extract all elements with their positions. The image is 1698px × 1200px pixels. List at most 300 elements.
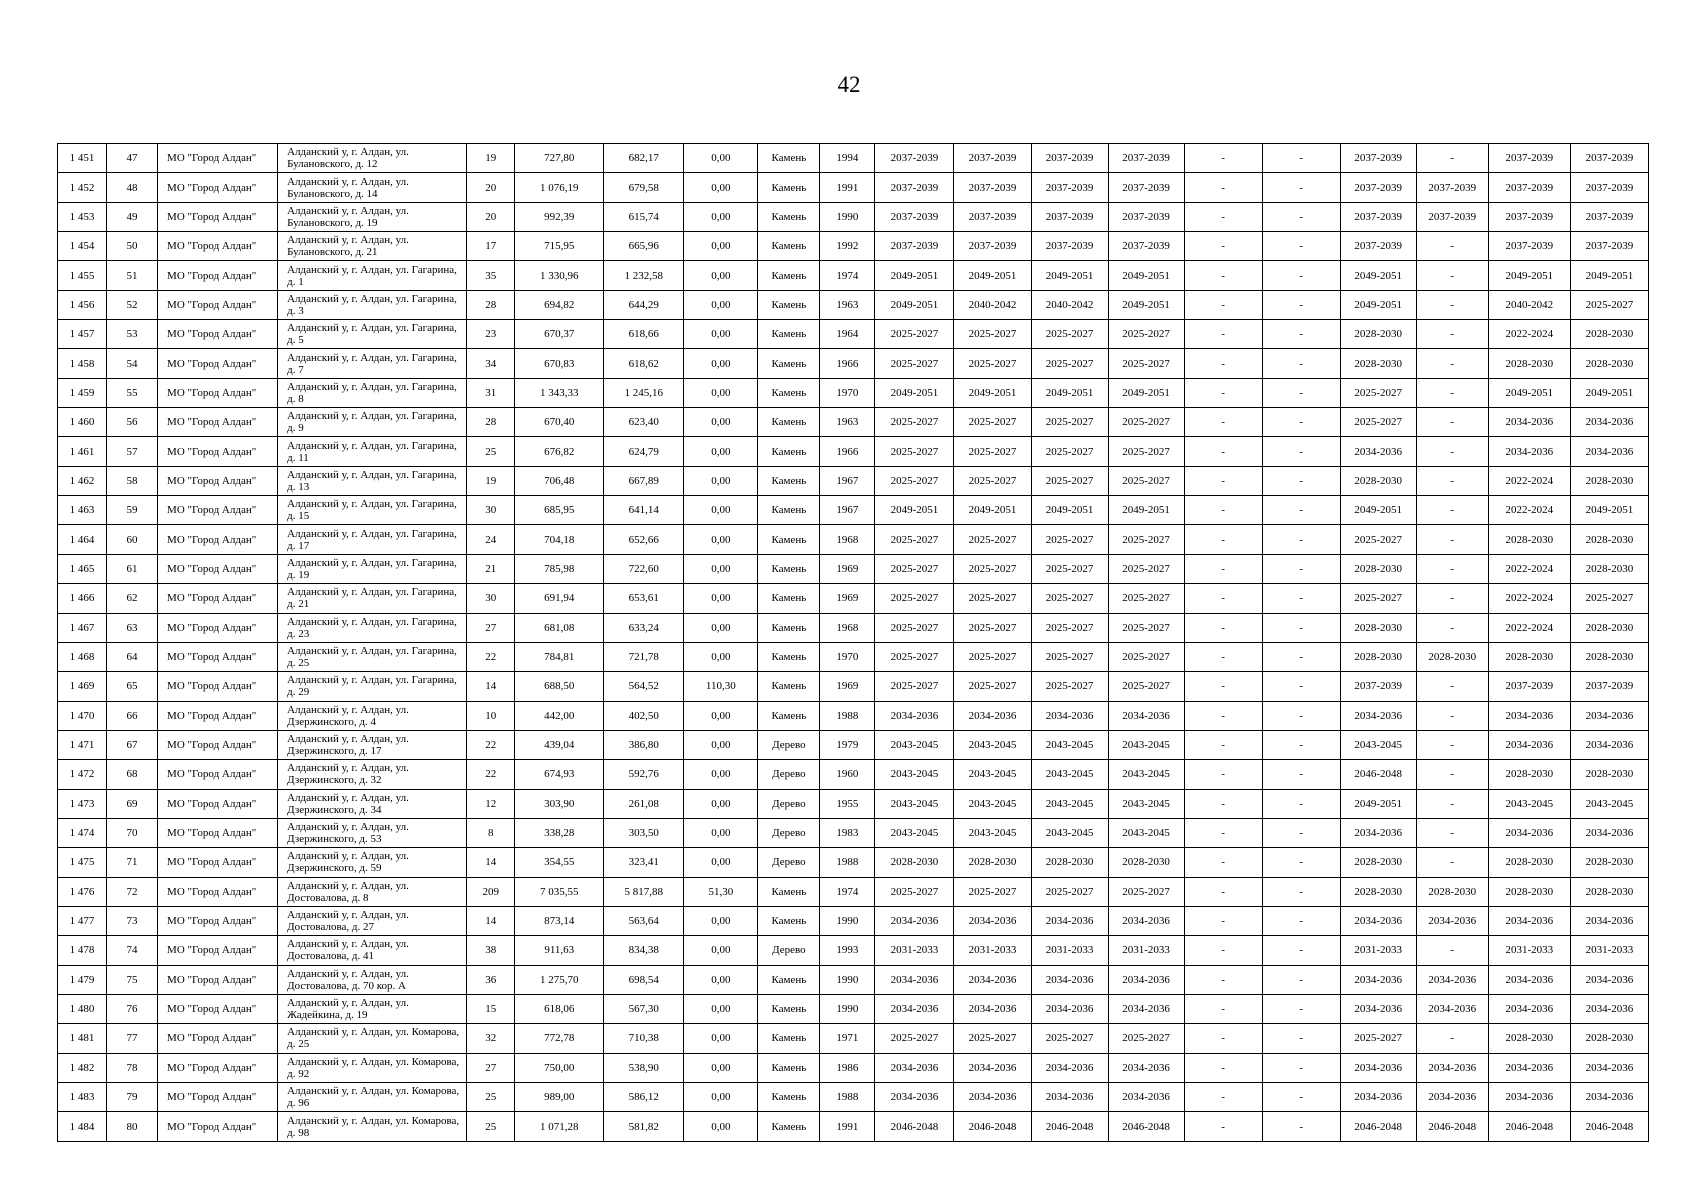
cell-period-7: 2046-2048 bbox=[1340, 760, 1416, 789]
cell-address: Алданский у, г. Алдан, ул. Гагарина, д. 5 bbox=[278, 320, 467, 349]
cell-wall-material: Камень bbox=[758, 672, 820, 701]
cell-municipality: МО "Город Алдан" bbox=[158, 378, 278, 407]
cell-local-number: 70 bbox=[107, 818, 158, 847]
cell-period-2: 2025-2027 bbox=[954, 408, 1031, 437]
cell-period-1: 2025-2027 bbox=[875, 320, 954, 349]
cell-year-built: 1988 bbox=[820, 701, 875, 730]
cell-period-9: 2028-2030 bbox=[1488, 525, 1570, 554]
cell-period-3: 2037-2039 bbox=[1031, 232, 1108, 261]
cell-local-number: 68 bbox=[107, 760, 158, 789]
cell-period-8: 2034-2036 bbox=[1416, 965, 1488, 994]
cell-residents: 14 bbox=[467, 672, 515, 701]
cell-living-area: 1 245,16 bbox=[604, 378, 684, 407]
cell-period-1: 2025-2027 bbox=[875, 877, 954, 906]
cell-local-number: 53 bbox=[107, 320, 158, 349]
cell-period-7: 2034-2036 bbox=[1340, 701, 1416, 730]
cell-non-residential-area: 0,00 bbox=[684, 818, 758, 847]
cell-period-2: 2043-2045 bbox=[954, 818, 1031, 847]
cell-year-built: 1983 bbox=[820, 818, 875, 847]
cell-period-6: - bbox=[1262, 584, 1340, 613]
cell-total-area: 670,83 bbox=[515, 349, 604, 378]
cell-non-residential-area: 0,00 bbox=[684, 320, 758, 349]
cell-year-built: 1990 bbox=[820, 965, 875, 994]
table-row bbox=[58, 496, 1649, 525]
cell-period-7: 2028-2030 bbox=[1340, 877, 1416, 906]
cell-period-6: - bbox=[1262, 437, 1340, 466]
cell-period-6: - bbox=[1262, 408, 1340, 437]
cell-period-4: 2037-2039 bbox=[1108, 202, 1184, 231]
cell-living-area: 386,80 bbox=[604, 730, 684, 759]
cell-wall-material: Камень bbox=[758, 554, 820, 583]
cell-period-10: 2028-2030 bbox=[1570, 466, 1648, 495]
cell-total-area: 439,04 bbox=[515, 730, 604, 759]
cell-total-area: 706,48 bbox=[515, 466, 604, 495]
cell-period-8: - bbox=[1416, 818, 1488, 847]
cell-period-6: - bbox=[1262, 1053, 1340, 1082]
cell-period-1: 2034-2036 bbox=[875, 1083, 954, 1112]
cell-municipality: МО "Город Алдан" bbox=[158, 789, 278, 818]
cell-total-area: 772,78 bbox=[515, 1024, 604, 1053]
cell-non-residential-area: 0,00 bbox=[684, 173, 758, 202]
cell-residents: 31 bbox=[467, 378, 515, 407]
cell-period-5: - bbox=[1184, 290, 1262, 319]
cell-period-9: 2034-2036 bbox=[1488, 906, 1570, 935]
cell-period-2: 2043-2045 bbox=[954, 789, 1031, 818]
cell-period-4: 2025-2027 bbox=[1108, 613, 1184, 642]
cell-period-5: - bbox=[1184, 818, 1262, 847]
cell-living-area: 586,12 bbox=[604, 1083, 684, 1112]
cell-period-3: 2028-2030 bbox=[1031, 848, 1108, 877]
cell-period-8: - bbox=[1416, 584, 1488, 613]
table-row bbox=[58, 1024, 1649, 1053]
cell-period-3: 2043-2045 bbox=[1031, 789, 1108, 818]
cell-period-7: 2049-2051 bbox=[1340, 789, 1416, 818]
cell-period-1: 2043-2045 bbox=[875, 789, 954, 818]
cell-period-6: - bbox=[1262, 760, 1340, 789]
cell-non-residential-area: 0,00 bbox=[684, 906, 758, 935]
cell-period-7: 2037-2039 bbox=[1340, 173, 1416, 202]
table-row bbox=[58, 906, 1649, 935]
cell-year-built: 1964 bbox=[820, 320, 875, 349]
cell-municipality: МО "Город Алдан" bbox=[158, 672, 278, 701]
cell-period-6: - bbox=[1262, 965, 1340, 994]
cell-period-5: - bbox=[1184, 349, 1262, 378]
page-number: 42 bbox=[837, 72, 861, 97]
cell-period-9: 2028-2030 bbox=[1488, 877, 1570, 906]
cell-period-7: 2034-2036 bbox=[1340, 1053, 1416, 1082]
cell-municipality: МО "Город Алдан" bbox=[158, 760, 278, 789]
cell-year-built: 1969 bbox=[820, 584, 875, 613]
cell-period-10: 2034-2036 bbox=[1570, 437, 1648, 466]
cell-period-3: 2034-2036 bbox=[1031, 701, 1108, 730]
cell-local-number: 59 bbox=[107, 496, 158, 525]
cell-wall-material: Камень bbox=[758, 349, 820, 378]
cell-row-number: 1 479 bbox=[58, 965, 107, 994]
cell-address: Алданский у, г. Алдан, ул. Гагарина, д. 25 bbox=[278, 642, 467, 671]
cell-period-10: 2028-2030 bbox=[1570, 642, 1648, 671]
cell-living-area: 618,62 bbox=[604, 349, 684, 378]
cell-non-residential-area: 0,00 bbox=[684, 202, 758, 231]
cell-period-5: - bbox=[1184, 994, 1262, 1023]
cell-period-8: - bbox=[1416, 1024, 1488, 1053]
cell-wall-material: Камень bbox=[758, 965, 820, 994]
cell-total-area: 442,00 bbox=[515, 701, 604, 730]
cell-period-10: 2046-2048 bbox=[1570, 1112, 1648, 1142]
cell-period-8: - bbox=[1416, 144, 1488, 173]
cell-period-9: 2034-2036 bbox=[1488, 994, 1570, 1023]
cell-non-residential-area: 0,00 bbox=[684, 642, 758, 671]
cell-period-8: - bbox=[1416, 936, 1488, 965]
cell-period-7: 2049-2051 bbox=[1340, 496, 1416, 525]
cell-living-area: 682,17 bbox=[604, 144, 684, 173]
cell-period-6: - bbox=[1262, 554, 1340, 583]
cell-period-6: - bbox=[1262, 848, 1340, 877]
cell-non-residential-area: 0,00 bbox=[684, 701, 758, 730]
cell-address: Алданский у, г. Алдан, ул. Гагарина, д. 17 bbox=[278, 525, 467, 554]
cell-wall-material: Дерево bbox=[758, 848, 820, 877]
cell-period-3: 2049-2051 bbox=[1031, 378, 1108, 407]
cell-period-6: - bbox=[1262, 877, 1340, 906]
cell-living-area: 667,89 bbox=[604, 466, 684, 495]
cell-wall-material: Камень bbox=[758, 232, 820, 261]
cell-wall-material: Дерево bbox=[758, 789, 820, 818]
cell-residents: 19 bbox=[467, 144, 515, 173]
cell-address: Алданский у, г. Алдан, ул. Достовалова, д. 8 bbox=[278, 877, 467, 906]
cell-period-5: - bbox=[1184, 584, 1262, 613]
cell-period-6: - bbox=[1262, 349, 1340, 378]
cell-residents: 209 bbox=[467, 877, 515, 906]
cell-period-7: 2025-2027 bbox=[1340, 1024, 1416, 1053]
table-row bbox=[58, 437, 1649, 466]
cell-year-built: 1969 bbox=[820, 554, 875, 583]
cell-residents: 35 bbox=[467, 261, 515, 290]
cell-municipality: МО "Город Алдан" bbox=[158, 848, 278, 877]
cell-period-1: 2025-2027 bbox=[875, 584, 954, 613]
cell-period-7: 2049-2051 bbox=[1340, 261, 1416, 290]
cell-address: Алданский у, г. Алдан, ул. Гагарина, д. 7 bbox=[278, 349, 467, 378]
cell-year-built: 1967 bbox=[820, 496, 875, 525]
cell-living-area: 722,60 bbox=[604, 554, 684, 583]
cell-period-2: 2034-2036 bbox=[954, 994, 1031, 1023]
cell-year-built: 1990 bbox=[820, 202, 875, 231]
cell-period-2: 2034-2036 bbox=[954, 1053, 1031, 1082]
cell-period-8: - bbox=[1416, 701, 1488, 730]
cell-period-9: 2034-2036 bbox=[1488, 1083, 1570, 1112]
cell-period-6: - bbox=[1262, 261, 1340, 290]
cell-total-area: 691,94 bbox=[515, 584, 604, 613]
cell-period-1: 2049-2051 bbox=[875, 261, 954, 290]
cell-period-10: 2034-2036 bbox=[1570, 1083, 1648, 1112]
cell-total-area: 704,18 bbox=[515, 525, 604, 554]
cell-total-area: 1 343,33 bbox=[515, 378, 604, 407]
cell-period-2: 2034-2036 bbox=[954, 906, 1031, 935]
cell-period-5: - bbox=[1184, 789, 1262, 818]
cell-period-3: 2037-2039 bbox=[1031, 173, 1108, 202]
cell-period-5: - bbox=[1184, 173, 1262, 202]
cell-residents: 22 bbox=[467, 760, 515, 789]
cell-total-area: 618,06 bbox=[515, 994, 604, 1023]
cell-period-10: 2034-2036 bbox=[1570, 818, 1648, 847]
cell-living-area: 1 232,58 bbox=[604, 261, 684, 290]
cell-period-2: 2049-2051 bbox=[954, 378, 1031, 407]
cell-period-9: 2037-2039 bbox=[1488, 173, 1570, 202]
cell-wall-material: Камень bbox=[758, 584, 820, 613]
cell-municipality: МО "Город Алдан" bbox=[158, 1112, 278, 1142]
cell-period-7: 2049-2051 bbox=[1340, 290, 1416, 319]
cell-non-residential-area: 0,00 bbox=[684, 613, 758, 642]
cell-period-5: - bbox=[1184, 466, 1262, 495]
cell-period-5: - bbox=[1184, 1083, 1262, 1112]
cell-year-built: 1966 bbox=[820, 437, 875, 466]
cell-address: Алданский у, г. Алдан, ул. Дзержинского, д. 17 bbox=[278, 730, 467, 759]
cell-period-10: 2034-2036 bbox=[1570, 965, 1648, 994]
cell-row-number: 1 474 bbox=[58, 818, 107, 847]
cell-period-7: 2031-2033 bbox=[1340, 936, 1416, 965]
cell-period-8: - bbox=[1416, 789, 1488, 818]
cell-municipality: МО "Город Алдан" bbox=[158, 173, 278, 202]
cell-row-number: 1 458 bbox=[58, 349, 107, 378]
cell-non-residential-area: 0,00 bbox=[684, 144, 758, 173]
cell-row-number: 1 463 bbox=[58, 496, 107, 525]
table-row bbox=[58, 994, 1649, 1023]
cell-year-built: 1967 bbox=[820, 466, 875, 495]
cell-period-4: 2043-2045 bbox=[1108, 789, 1184, 818]
cell-non-residential-area: 0,00 bbox=[684, 525, 758, 554]
cell-local-number: 54 bbox=[107, 349, 158, 378]
cell-local-number: 58 bbox=[107, 466, 158, 495]
cell-period-2: 2028-2030 bbox=[954, 848, 1031, 877]
cell-address: Алданский у, г. Алдан, ул. Достовалова, д. 41 bbox=[278, 936, 467, 965]
cell-period-1: 2028-2030 bbox=[875, 848, 954, 877]
cell-year-built: 1968 bbox=[820, 525, 875, 554]
cell-address: Алданский у, г. Алдан, ул. Жадейкина, д. 19 bbox=[278, 994, 467, 1023]
cell-living-area: 644,29 bbox=[604, 290, 684, 319]
cell-year-built: 1963 bbox=[820, 290, 875, 319]
cell-period-5: - bbox=[1184, 554, 1262, 583]
cell-period-4: 2034-2036 bbox=[1108, 965, 1184, 994]
cell-period-7: 2034-2036 bbox=[1340, 965, 1416, 994]
cell-non-residential-area: 0,00 bbox=[684, 1083, 758, 1112]
cell-total-area: 785,98 bbox=[515, 554, 604, 583]
cell-period-9: 2034-2036 bbox=[1488, 965, 1570, 994]
cell-period-9: 2034-2036 bbox=[1488, 408, 1570, 437]
cell-period-5: - bbox=[1184, 525, 1262, 554]
cell-living-area: 581,82 bbox=[604, 1112, 684, 1142]
cell-period-10: 2034-2036 bbox=[1570, 994, 1648, 1023]
cell-period-5: - bbox=[1184, 672, 1262, 701]
cell-period-5: - bbox=[1184, 144, 1262, 173]
cell-period-5: - bbox=[1184, 613, 1262, 642]
table-row bbox=[58, 261, 1649, 290]
cell-period-6: - bbox=[1262, 232, 1340, 261]
cell-period-9: 2022-2024 bbox=[1488, 466, 1570, 495]
table-row bbox=[58, 642, 1649, 671]
cell-period-2: 2046-2048 bbox=[954, 1112, 1031, 1142]
cell-non-residential-area: 0,00 bbox=[684, 349, 758, 378]
cell-period-2: 2043-2045 bbox=[954, 730, 1031, 759]
cell-total-area: 1 076,19 bbox=[515, 173, 604, 202]
cell-period-10: 2037-2039 bbox=[1570, 672, 1648, 701]
cell-period-9: 2022-2024 bbox=[1488, 496, 1570, 525]
cell-period-1: 2049-2051 bbox=[875, 496, 954, 525]
cell-municipality: МО "Город Алдан" bbox=[158, 1053, 278, 1082]
cell-municipality: МО "Город Алдан" bbox=[158, 349, 278, 378]
cell-row-number: 1 461 bbox=[58, 437, 107, 466]
cell-residents: 20 bbox=[467, 202, 515, 231]
cell-period-9: 2028-2030 bbox=[1488, 760, 1570, 789]
cell-period-10: 2028-2030 bbox=[1570, 525, 1648, 554]
cell-municipality: МО "Город Алдан" bbox=[158, 994, 278, 1023]
cell-local-number: 61 bbox=[107, 554, 158, 583]
cell-living-area: 633,24 bbox=[604, 613, 684, 642]
cell-period-3: 2025-2027 bbox=[1031, 877, 1108, 906]
cell-address: Алданский у, г. Алдан, ул. Достовалова, д. 70 кор. А bbox=[278, 965, 467, 994]
cell-municipality: МО "Город Алдан" bbox=[158, 554, 278, 583]
cell-wall-material: Камень bbox=[758, 1112, 820, 1142]
cell-local-number: 66 bbox=[107, 701, 158, 730]
cell-local-number: 47 bbox=[107, 144, 158, 173]
cell-municipality: МО "Город Алдан" bbox=[158, 437, 278, 466]
cell-living-area: 710,38 bbox=[604, 1024, 684, 1053]
cell-residents: 10 bbox=[467, 701, 515, 730]
cell-period-8: - bbox=[1416, 525, 1488, 554]
cell-period-1: 2049-2051 bbox=[875, 378, 954, 407]
cell-period-10: 2034-2036 bbox=[1570, 906, 1648, 935]
cell-wall-material: Камень bbox=[758, 906, 820, 935]
cell-year-built: 1986 bbox=[820, 1053, 875, 1082]
cell-period-2: 2025-2027 bbox=[954, 1024, 1031, 1053]
cell-year-built: 1991 bbox=[820, 173, 875, 202]
cell-period-9: 2034-2036 bbox=[1488, 730, 1570, 759]
cell-row-number: 1 472 bbox=[58, 760, 107, 789]
cell-period-7: 2028-2030 bbox=[1340, 320, 1416, 349]
cell-municipality: МО "Город Алдан" bbox=[158, 877, 278, 906]
cell-residents: 14 bbox=[467, 848, 515, 877]
cell-total-area: 727,80 bbox=[515, 144, 604, 173]
cell-local-number: 56 bbox=[107, 408, 158, 437]
cell-row-number: 1 464 bbox=[58, 525, 107, 554]
cell-municipality: МО "Город Алдан" bbox=[158, 232, 278, 261]
cell-period-3: 2043-2045 bbox=[1031, 760, 1108, 789]
cell-period-9: 2022-2024 bbox=[1488, 554, 1570, 583]
table-row bbox=[58, 1112, 1649, 1142]
cell-row-number: 1 454 bbox=[58, 232, 107, 261]
cell-residents: 23 bbox=[467, 320, 515, 349]
cell-period-2: 2034-2036 bbox=[954, 701, 1031, 730]
cell-period-5: - bbox=[1184, 730, 1262, 759]
cell-period-6: - bbox=[1262, 936, 1340, 965]
cell-municipality: МО "Город Алдан" bbox=[158, 290, 278, 319]
cell-period-9: 2028-2030 bbox=[1488, 642, 1570, 671]
table-row bbox=[58, 613, 1649, 642]
cell-address: Алданский у, г. Алдан, ул. Гагарина, д. 8 bbox=[278, 378, 467, 407]
cell-period-2: 2025-2027 bbox=[954, 525, 1031, 554]
cell-period-2: 2034-2036 bbox=[954, 965, 1031, 994]
cell-local-number: 78 bbox=[107, 1053, 158, 1082]
cell-year-built: 1971 bbox=[820, 1024, 875, 1053]
cell-period-5: - bbox=[1184, 642, 1262, 671]
table-row bbox=[58, 701, 1649, 730]
cell-period-3: 2046-2048 bbox=[1031, 1112, 1108, 1142]
cell-period-1: 2025-2027 bbox=[875, 1024, 954, 1053]
cell-period-10: 2028-2030 bbox=[1570, 848, 1648, 877]
cell-local-number: 73 bbox=[107, 906, 158, 935]
cell-residents: 30 bbox=[467, 584, 515, 613]
cell-local-number: 55 bbox=[107, 378, 158, 407]
cell-period-7: 2037-2039 bbox=[1340, 202, 1416, 231]
cell-period-6: - bbox=[1262, 1083, 1340, 1112]
cell-residents: 28 bbox=[467, 290, 515, 319]
cell-row-number: 1 470 bbox=[58, 701, 107, 730]
cell-wall-material: Камень bbox=[758, 290, 820, 319]
cell-living-area: 563,64 bbox=[604, 906, 684, 935]
table-row bbox=[58, 730, 1649, 759]
cell-period-9: 2037-2039 bbox=[1488, 232, 1570, 261]
cell-row-number: 1 459 bbox=[58, 378, 107, 407]
cell-period-7: 2037-2039 bbox=[1340, 232, 1416, 261]
cell-residents: 8 bbox=[467, 818, 515, 847]
cell-total-area: 670,37 bbox=[515, 320, 604, 349]
cell-living-area: 564,52 bbox=[604, 672, 684, 701]
table-body bbox=[58, 144, 1649, 1142]
cell-period-3: 2034-2036 bbox=[1031, 994, 1108, 1023]
cell-municipality: МО "Город Алдан" bbox=[158, 202, 278, 231]
cell-living-area: 652,66 bbox=[604, 525, 684, 554]
cell-non-residential-area: 0,00 bbox=[684, 584, 758, 613]
cell-local-number: 50 bbox=[107, 232, 158, 261]
cell-period-2: 2037-2039 bbox=[954, 173, 1031, 202]
cell-period-3: 2043-2045 bbox=[1031, 818, 1108, 847]
cell-period-9: 2046-2048 bbox=[1488, 1112, 1570, 1142]
cell-row-number: 1 484 bbox=[58, 1112, 107, 1142]
cell-period-2: 2034-2036 bbox=[954, 1083, 1031, 1112]
cell-year-built: 1970 bbox=[820, 642, 875, 671]
cell-period-2: 2025-2027 bbox=[954, 320, 1031, 349]
cell-period-10: 2034-2036 bbox=[1570, 1053, 1648, 1082]
cell-period-2: 2025-2027 bbox=[954, 349, 1031, 378]
cell-period-8: - bbox=[1416, 730, 1488, 759]
cell-period-3: 2049-2051 bbox=[1031, 261, 1108, 290]
cell-local-number: 64 bbox=[107, 642, 158, 671]
cell-period-10: 2034-2036 bbox=[1570, 730, 1648, 759]
cell-municipality: МО "Город Алдан" bbox=[158, 320, 278, 349]
table-row bbox=[58, 290, 1649, 319]
cell-period-3: 2043-2045 bbox=[1031, 730, 1108, 759]
cell-living-area: 592,76 bbox=[604, 760, 684, 789]
cell-total-area: 784,81 bbox=[515, 642, 604, 671]
cell-period-9: 2022-2024 bbox=[1488, 613, 1570, 642]
cell-period-4: 2025-2027 bbox=[1108, 437, 1184, 466]
cell-period-4: 2037-2039 bbox=[1108, 144, 1184, 173]
cell-period-2: 2025-2027 bbox=[954, 877, 1031, 906]
cell-wall-material: Камень bbox=[758, 466, 820, 495]
cell-period-7: 2034-2036 bbox=[1340, 906, 1416, 935]
cell-municipality: МО "Город Алдан" bbox=[158, 496, 278, 525]
cell-period-5: - bbox=[1184, 701, 1262, 730]
cell-period-6: - bbox=[1262, 1112, 1340, 1142]
cell-period-9: 2028-2030 bbox=[1488, 349, 1570, 378]
cell-period-2: 2025-2027 bbox=[954, 642, 1031, 671]
cell-period-9: 2037-2039 bbox=[1488, 202, 1570, 231]
cell-period-8: - bbox=[1416, 613, 1488, 642]
cell-residents: 15 bbox=[467, 994, 515, 1023]
cell-row-number: 1 477 bbox=[58, 906, 107, 935]
cell-period-4: 2034-2036 bbox=[1108, 1053, 1184, 1082]
cell-local-number: 76 bbox=[107, 994, 158, 1023]
cell-total-area: 989,00 bbox=[515, 1083, 604, 1112]
cell-residents: 32 bbox=[467, 1024, 515, 1053]
cell-municipality: МО "Город Алдан" bbox=[158, 525, 278, 554]
